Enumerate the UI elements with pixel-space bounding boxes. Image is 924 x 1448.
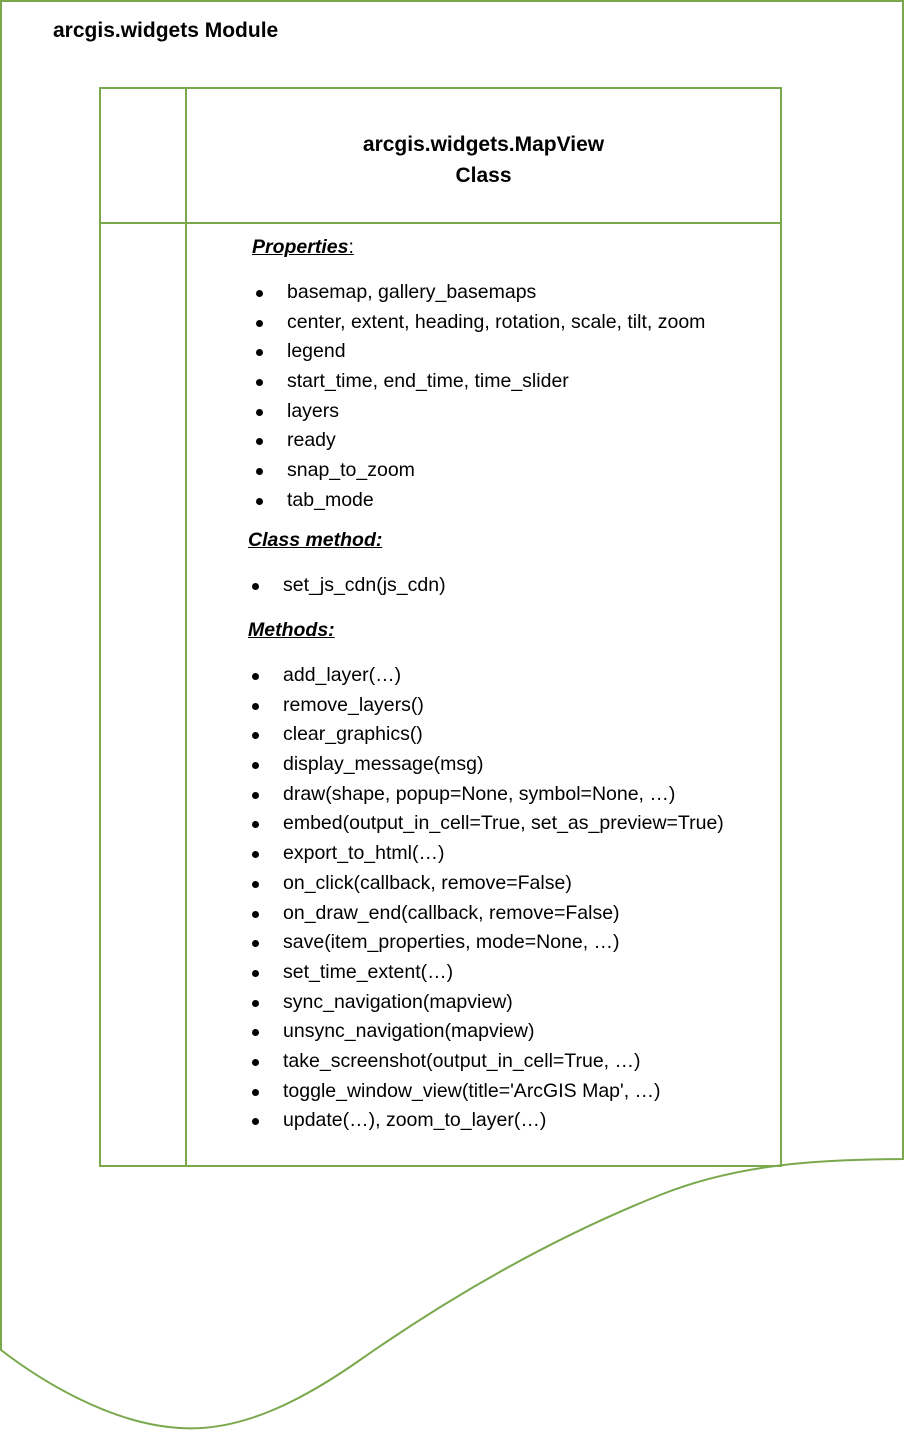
list-item [283, 571, 446, 601]
list-item-text: embed(output_in_cell=True, set_as_preview=True) [283, 812, 724, 835]
module-title: arcgis.widgets Module [53, 19, 279, 42]
bullet-icon [252, 1059, 259, 1066]
bullet-icon [256, 379, 263, 386]
list-item-text: on_click(callback, remove=False) [283, 871, 572, 894]
properties-heading-text: Properties [252, 236, 349, 258]
list-item [283, 988, 724, 1018]
list-item-text: tab_mode [287, 488, 374, 511]
list-item [283, 691, 724, 721]
class-method-heading: Class method: [248, 529, 383, 551]
list-item-text: export_to_html(…) [283, 842, 445, 865]
list-item-text: set_time_extent(…) [283, 960, 454, 983]
list-item-text: legend [287, 340, 346, 363]
list-item [283, 780, 724, 810]
list-item-text: set_js_cdn(js_cdn) [283, 574, 446, 596]
list-item-text: snap_to_zoom [287, 459, 415, 482]
list-item-text: take_screenshot(output_in_cell=True, …) [283, 1049, 641, 1072]
bullet-icon [252, 703, 259, 710]
class-method-list [283, 571, 446, 601]
list-item [283, 1017, 724, 1047]
list-item [287, 337, 705, 367]
list-item [287, 278, 705, 308]
list-item-text: basemap, gallery_basemaps [287, 281, 537, 303]
list-item-text: add_layer(…) [283, 664, 402, 686]
bullet-icon [256, 498, 263, 505]
list-item-text: on_draw_end(callback, remove=False) [283, 901, 620, 924]
bullet-icon [252, 583, 259, 590]
class-box-vertical-divider [185, 89, 187, 1165]
list-item [283, 661, 724, 691]
bullet-icon [252, 1000, 259, 1007]
class-box-horizontal-divider [101, 222, 780, 224]
list-item [283, 1047, 724, 1077]
list-item-text: unsync_navigation(mapview) [283, 1020, 535, 1043]
bullet-icon [252, 970, 259, 977]
list-item-text: start_time, end_time, time_slider [287, 370, 569, 393]
list-item [287, 397, 705, 427]
list-item-text: remove_layers() [283, 693, 424, 716]
bullet-icon [256, 320, 263, 327]
bullet-icon [252, 911, 259, 918]
bullet-icon [252, 881, 259, 888]
list-item-text: clear_graphics() [283, 723, 423, 746]
list-item [283, 809, 724, 839]
methods-list [283, 661, 724, 1136]
list-item-text: sync_navigation(mapview) [283, 990, 513, 1013]
list-item [283, 869, 724, 899]
list-item [283, 1106, 724, 1136]
list-item [283, 899, 724, 929]
bullet-icon [256, 290, 263, 297]
bullet-icon [252, 673, 259, 680]
properties-heading-colon: : [348, 236, 354, 258]
list-item-text: ready [287, 429, 336, 452]
list-item [287, 486, 705, 516]
bullet-icon [252, 762, 259, 769]
list-item [287, 426, 705, 456]
methods-heading: Methods: [248, 619, 335, 641]
list-item-text: display_message(msg) [283, 753, 484, 776]
list-item-text: layers [287, 399, 340, 422]
properties-heading [252, 236, 354, 259]
list-item [283, 839, 724, 869]
class-title [187, 129, 780, 191]
list-item-text: draw(shape, popup=None, symbol=None, …) [283, 782, 676, 805]
list-item-text: center, extent, heading, rotation, scale, tilt, zoom [287, 310, 706, 333]
class-title-name: arcgis.widgets.MapView [362, 133, 605, 156]
list-item [283, 750, 724, 780]
class-title-kind: Class [455, 164, 512, 187]
bullet-icon [256, 409, 263, 416]
properties-list [287, 278, 705, 516]
bullet-icon [252, 1089, 259, 1096]
bullet-icon [252, 792, 259, 799]
list-item-text: toggle_window_view(title='ArcGIS Map', …) [283, 1079, 661, 1102]
list-item-text: save(item_properties, mode=None, …) [283, 931, 620, 954]
list-item [287, 456, 705, 486]
list-item [283, 1077, 724, 1107]
list-item [283, 720, 724, 750]
list-item [283, 928, 724, 958]
list-item [283, 958, 724, 988]
list-item [287, 367, 705, 397]
list-item-text: update(…), zoom_to_layer(…) [283, 1109, 547, 1132]
list-item [287, 308, 705, 338]
